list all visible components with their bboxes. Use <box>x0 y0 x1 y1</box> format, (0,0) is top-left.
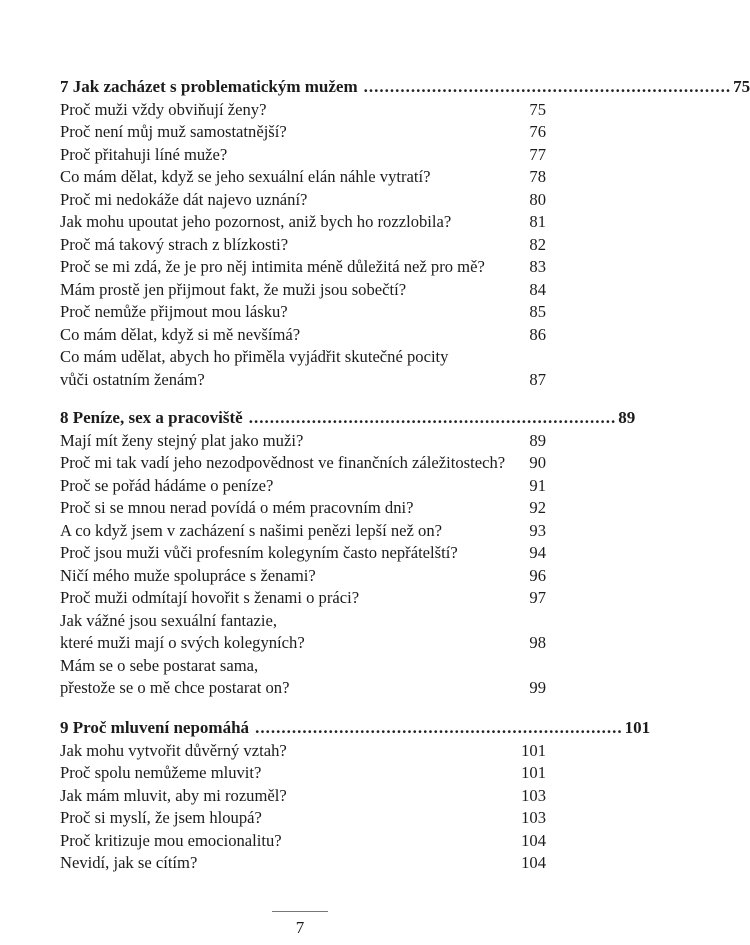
entry-title: Proč se mi zdá, že je pro něj intimita méně důležitá než pro mě? <box>60 257 485 276</box>
toc-entry <box>60 452 546 475</box>
toc-entry <box>60 430 546 453</box>
toc-chapter-heading <box>60 717 651 740</box>
toc-entry <box>60 346 546 369</box>
entry-title: Mám prostě jen přijmout fakt, že muži jsou sobečtí? <box>60 279 407 299</box>
entry-title: Mají mít ženy stejný plat jako muži? <box>60 430 304 450</box>
entry-title: Ničí mého muže spolupráce s ženami? <box>60 565 316 585</box>
dot-leader: ...................................................................... <box>363 77 732 96</box>
toc-entry <box>60 279 546 302</box>
toc-entry <box>60 762 546 785</box>
chapter-page: 101 <box>624 718 651 737</box>
toc-entry <box>60 121 546 144</box>
toc-section-9 <box>60 717 651 875</box>
entry-title: Proč mi tak vadí jeho nezodpovědnost ve finančních záležitostech? <box>60 453 506 472</box>
toc-entry <box>60 542 546 565</box>
toc-entry <box>60 632 546 655</box>
chapter-title: Proč mluvení nepomáhá <box>72 718 250 737</box>
entry-title: A co když jsem v zacházení s našimi penězi lepší než on? <box>60 520 442 540</box>
toc-entry <box>60 99 546 122</box>
toc-entry <box>60 369 546 392</box>
toc-entry <box>60 497 546 520</box>
entry-page: 91 <box>529 475 546 495</box>
toc-entry <box>60 144 546 167</box>
entry-page: 86 <box>529 324 546 344</box>
chapter-number: 7 <box>60 77 69 96</box>
entry-page: 75 <box>529 99 546 119</box>
entry-title: Co mám dělat, když se jeho sexuální elán náhle vytratí? <box>60 167 431 186</box>
toc-entry <box>60 610 546 633</box>
entry-page: 83 <box>529 257 546 276</box>
entry-page: 76 <box>529 122 546 141</box>
entry-title: Proč mi nedokáže dát najevo uznání? <box>60 189 308 209</box>
toc-section-8 <box>60 407 636 700</box>
toc-entry <box>60 256 546 279</box>
toc-entry <box>60 189 546 212</box>
entry-title: vůči ostatním ženám? <box>60 369 205 389</box>
entry-title: Proč si myslí, že jsem hloupá? <box>60 808 262 827</box>
page-number: 7 <box>295 918 305 937</box>
entry-page: 84 <box>529 279 546 299</box>
toc-entry <box>60 301 546 324</box>
toc-entry <box>60 520 546 543</box>
toc-entry <box>60 785 546 808</box>
entry-page: 90 <box>529 453 546 472</box>
toc-entry <box>60 677 546 700</box>
entry-page: 87 <box>529 369 546 389</box>
entry-page: 81 <box>529 212 546 231</box>
entry-page: 104 <box>521 853 546 872</box>
chapter-title: Peníze, sex a pracoviště <box>72 408 243 427</box>
entry-title: Proč přitahuji líné muže? <box>60 144 228 164</box>
chapter-number: 8 <box>60 408 69 427</box>
toc-chapter-heading <box>60 76 750 99</box>
toc-entry <box>60 475 546 498</box>
entry-title: Proč muži odmítají hovořit s ženami o práci? <box>60 588 360 607</box>
entry-page: 101 <box>521 763 546 782</box>
entry-title: Proč muži vždy obviňují ženy? <box>60 99 267 119</box>
entry-title: Co mám dělat, když si mě nevšímá? <box>60 324 301 344</box>
entry-page: 96 <box>529 565 546 585</box>
entry-title: Proč se pořád hádáme o peníze? <box>60 475 274 495</box>
entry-title: přestože se o mě chce postarat on? <box>60 678 290 697</box>
entry-title: Jak mohu vytvořit důvěrný vztah? <box>60 740 287 760</box>
dot-leader: ...................................................................... <box>255 718 623 737</box>
toc-entry <box>60 587 546 610</box>
entry-page: 104 <box>521 830 546 850</box>
entry-title: Proč nemůže přijmout mou lásku? <box>60 302 288 321</box>
toc-entry <box>60 211 546 234</box>
toc-entry <box>60 166 546 189</box>
entry-page: 82 <box>529 234 546 254</box>
entry-page: 94 <box>529 543 546 562</box>
entry-title: Jak mám mluvit, aby mi rozuměl? <box>60 785 287 805</box>
entry-page: 89 <box>529 430 546 450</box>
entry-page: 85 <box>529 302 546 321</box>
toc-entry <box>60 830 546 853</box>
entry-title: Proč má takový strach z blízkosti? <box>60 234 289 254</box>
entry-title: Proč spolu nemůžeme mluvit? <box>60 763 262 782</box>
toc-entry <box>60 655 546 678</box>
entry-page: 98 <box>529 633 546 652</box>
dot-leader: ...................................................................... <box>248 408 617 427</box>
toc-entry <box>60 324 546 347</box>
entry-page: 92 <box>529 498 546 517</box>
toc-section-7 <box>60 76 750 391</box>
entry-page: 78 <box>529 167 546 186</box>
entry-title: Proč není můj muž samostatnější? <box>60 122 287 141</box>
toc-entry <box>60 852 546 875</box>
entry-title: Co mám udělat, abych ho přiměla vyjádřit skutečné pocity <box>60 347 449 366</box>
chapter-number: 9 <box>60 718 69 737</box>
toc-entry <box>60 807 546 830</box>
toc-entry <box>60 565 546 588</box>
chapter-page: 75 <box>733 77 750 96</box>
entry-page: 103 <box>521 785 546 805</box>
entry-page: 80 <box>529 189 546 209</box>
entry-title: Proč jsou muži vůči profesním kolegyním často nepřátelští? <box>60 543 458 562</box>
entry-page: 77 <box>529 144 546 164</box>
toc-entry <box>60 740 546 763</box>
entry-title: Proč si se mnou nerad povídá o mém pracovním dni? <box>60 498 414 517</box>
chapter-page: 89 <box>618 408 636 427</box>
entry-page: 97 <box>529 588 546 607</box>
entry-title: Mám se o sebe postarat sama, <box>60 655 259 675</box>
footer-divider <box>272 911 328 912</box>
entry-page: 103 <box>521 808 546 827</box>
chapter-title: Jak zacházet s problematickým mužem <box>72 77 358 96</box>
entry-title: Nevidí, jak se cítím? <box>60 853 198 872</box>
entry-title: Jak mohu upoutat jeho pozornost, aniž bych ho rozzlobila? <box>60 212 452 231</box>
entry-page: 93 <box>529 520 546 540</box>
toc-chapter-heading <box>60 407 636 430</box>
toc-entry <box>60 234 546 257</box>
entry-page: 101 <box>521 740 546 760</box>
entry-title: Proč kritizuje mou emocionalitu? <box>60 830 282 850</box>
entry-title: Jak vážné jsou sexuální fantazie, <box>60 610 278 630</box>
entry-page: 99 <box>529 678 546 697</box>
entry-title: které muži mají o svých kolegyních? <box>60 633 305 652</box>
